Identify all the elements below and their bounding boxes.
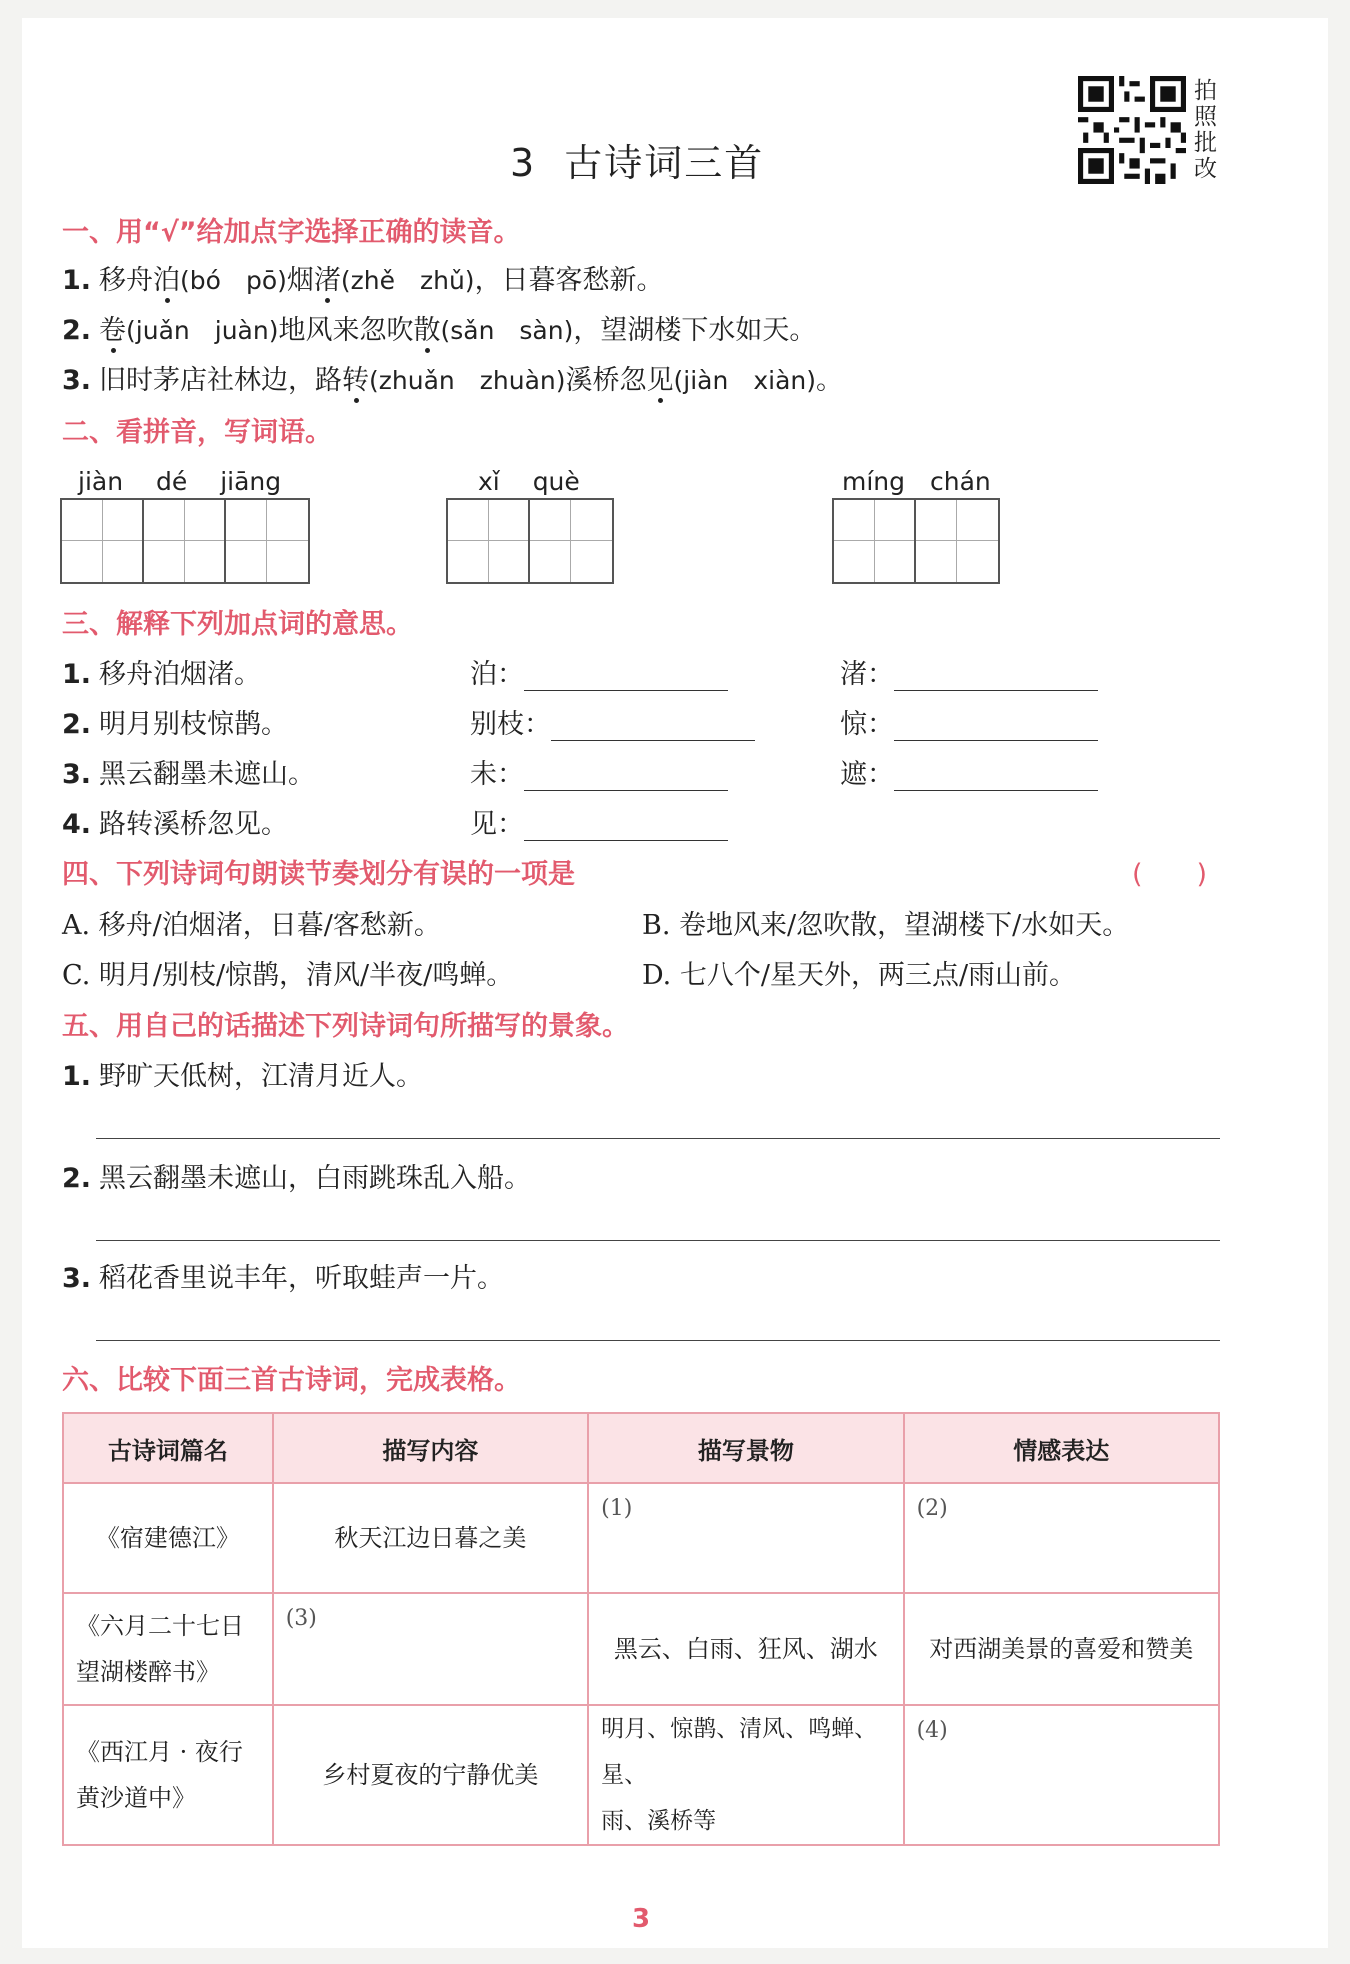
section-2-title: 二、看拼音，写词语。 bbox=[62, 417, 332, 448]
answer-blank[interactable] bbox=[524, 809, 728, 841]
dotted-char: 渚 bbox=[313, 265, 341, 296]
pinyin-choice[interactable]: (jiàn xiàn) bbox=[673, 366, 816, 395]
answer-blank[interactable] bbox=[524, 759, 728, 791]
poem-name: 《六月二十七日 望湖楼醉书》 bbox=[63, 1593, 273, 1705]
s3-key-2b: 惊： bbox=[840, 702, 1098, 741]
s3-row-1: 1. 移舟泊烟渚。 bbox=[62, 659, 262, 690]
s5-question-2: 2. 黑云翻墨未遮山，白雨跳珠乱入船。 bbox=[62, 1163, 532, 1194]
writing-cell[interactable] bbox=[448, 500, 530, 582]
s1-line-2: 2. 卷(juǎn juàn)地风来忽吹散(sǎn sàn)，望湖楼下水如天。 bbox=[62, 315, 817, 346]
answer-line[interactable] bbox=[96, 1138, 1220, 1139]
table-row bbox=[63, 1705, 1219, 1845]
dotted-char: 见 bbox=[646, 365, 674, 396]
writing-cell[interactable] bbox=[226, 500, 308, 582]
poem-scene: 明月、惊鹊、清风、鸣蝉、星、 雨、溪桥等 bbox=[588, 1705, 903, 1845]
answer-paren[interactable]: ( ) bbox=[1132, 859, 1208, 890]
dotted-char: 卷 bbox=[99, 315, 127, 346]
writing-cell[interactable] bbox=[144, 500, 226, 582]
s3-key-2a: 别枝： bbox=[470, 702, 755, 741]
poem-name: 《宿建德江》 bbox=[63, 1483, 273, 1593]
column-header: 古诗词篇名 bbox=[63, 1413, 273, 1483]
pinyin-choice[interactable]: (zhě zhǔ) bbox=[340, 266, 475, 295]
s3-key-1a: 泊： bbox=[470, 652, 728, 691]
page-title bbox=[510, 132, 764, 187]
s5-question-3: 3. 稻花香里说丰年，听取蛙声一片。 bbox=[62, 1263, 505, 1294]
s3-key-3a: 未： bbox=[470, 752, 728, 791]
s1-line-3: 3. 旧时茅店社林边，路转(zhuǎn zhuàn)溪桥忽见(jiàn xiàn)。 bbox=[62, 365, 843, 396]
dotted-char: 泊 bbox=[153, 265, 181, 296]
section-6-title: 六、比较下面三首古诗词，完成表格。 bbox=[62, 1365, 521, 1396]
answer-blank[interactable] bbox=[524, 659, 728, 691]
writing-cell[interactable] bbox=[834, 500, 916, 582]
section-4-title: 四、下列诗词句朗读节奏划分有误的一项是 bbox=[62, 859, 575, 890]
poem-scene: 黑云、白雨、狂风、湖水 bbox=[588, 1593, 903, 1705]
qr-label: 拍照批改 bbox=[1194, 78, 1217, 182]
table-row bbox=[63, 1593, 1219, 1705]
s3-key-1b: 渚： bbox=[840, 652, 1098, 691]
option-c: C. 明月/别枝/惊鹊，清风/半夜/鸣蝉。 bbox=[62, 960, 514, 991]
writing-cell[interactable] bbox=[916, 500, 998, 582]
writing-cell[interactable] bbox=[62, 500, 144, 582]
option-b: B. 卷地风来/忽吹散，望湖楼下/水如天。 bbox=[642, 910, 1130, 941]
answer-blank[interactable] bbox=[551, 709, 755, 741]
section-1-title: 一、用“√”给加点字选择正确的读音。 bbox=[62, 217, 521, 248]
s3-row-3: 3. 黑云翻墨未遮山。 bbox=[62, 759, 316, 790]
poem-content: 秋天江边日暮之美 bbox=[273, 1483, 588, 1593]
pinyin-choice[interactable]: (zhuǎn zhuàn) bbox=[369, 366, 566, 395]
pinyin-group-1: jiàn dé jiāng bbox=[78, 467, 282, 496]
pinyin-group-2: xǐ què bbox=[478, 467, 580, 496]
poem-emotion: 对西湖美景的喜爱和赞美 bbox=[904, 1593, 1219, 1705]
table-row bbox=[63, 1483, 1219, 1593]
pinyin-choice[interactable]: (bó pō) bbox=[180, 266, 287, 295]
blank-cell[interactable]: (3) bbox=[273, 1593, 588, 1705]
s3-row-4: 4. 路转溪桥忽见。 bbox=[62, 809, 289, 840]
answer-blank[interactable] bbox=[894, 709, 1098, 741]
s5-question-1: 1. 野旷天低树，江清月近人。 bbox=[62, 1061, 424, 1092]
dotted-char: 转 bbox=[342, 365, 370, 396]
page-number: 3 bbox=[632, 1904, 651, 1934]
answer-blank[interactable] bbox=[894, 759, 1098, 791]
s3-key-3b: 遮： bbox=[840, 752, 1098, 791]
column-header: 描写内容 bbox=[273, 1413, 588, 1483]
writing-grid-1[interactable] bbox=[60, 498, 310, 584]
pinyin-group-3: míng chán bbox=[842, 467, 991, 496]
table-header-row bbox=[63, 1413, 1219, 1483]
option-a: A. 移舟/泊烟渚，日暮/客愁新。 bbox=[62, 910, 441, 941]
blank-cell[interactable]: (2) bbox=[904, 1483, 1219, 1593]
dotted-char: 散 bbox=[413, 315, 441, 346]
answer-line[interactable] bbox=[96, 1340, 1220, 1341]
poem-content: 乡村夏夜的宁静优美 bbox=[273, 1705, 588, 1845]
qr-code-icon[interactable] bbox=[1078, 76, 1186, 184]
column-header: 情感表达 bbox=[904, 1413, 1219, 1483]
section-3-title: 三、解释下列加点词的意思。 bbox=[62, 609, 413, 640]
column-header: 描写景物 bbox=[588, 1413, 903, 1483]
section-5-title: 五、用自己的话描述下列诗词句所描写的景象。 bbox=[62, 1011, 629, 1042]
answer-line[interactable] bbox=[96, 1240, 1220, 1241]
lesson-number: 3 bbox=[510, 141, 537, 185]
option-d: D. 七八个/星天外，两三点/雨山前。 bbox=[642, 960, 1077, 991]
lesson-title: 古诗词三首 bbox=[564, 141, 765, 185]
writing-cell[interactable] bbox=[530, 500, 612, 582]
pinyin-choice[interactable]: (juǎn juàn) bbox=[126, 316, 279, 345]
answer-blank[interactable] bbox=[894, 659, 1098, 691]
writing-grid-3[interactable] bbox=[832, 498, 1000, 584]
writing-grid-2[interactable] bbox=[446, 498, 614, 584]
blank-cell[interactable]: (4) bbox=[904, 1705, 1219, 1845]
s1-line-1: 1. 移舟泊(bó pō)烟渚(zhě zhǔ)，日暮客愁新。 bbox=[62, 265, 664, 296]
s3-key-4a: 见： bbox=[470, 802, 728, 841]
s3-row-2: 2. 明月别枝惊鹊。 bbox=[62, 709, 289, 740]
poem-name: 《西江月 · 夜行 黄沙道中》 bbox=[63, 1705, 273, 1845]
pinyin-choice[interactable]: (sǎn sàn) bbox=[440, 316, 574, 345]
blank-cell[interactable]: (1) bbox=[588, 1483, 903, 1593]
comparison-table bbox=[62, 1412, 1220, 1846]
